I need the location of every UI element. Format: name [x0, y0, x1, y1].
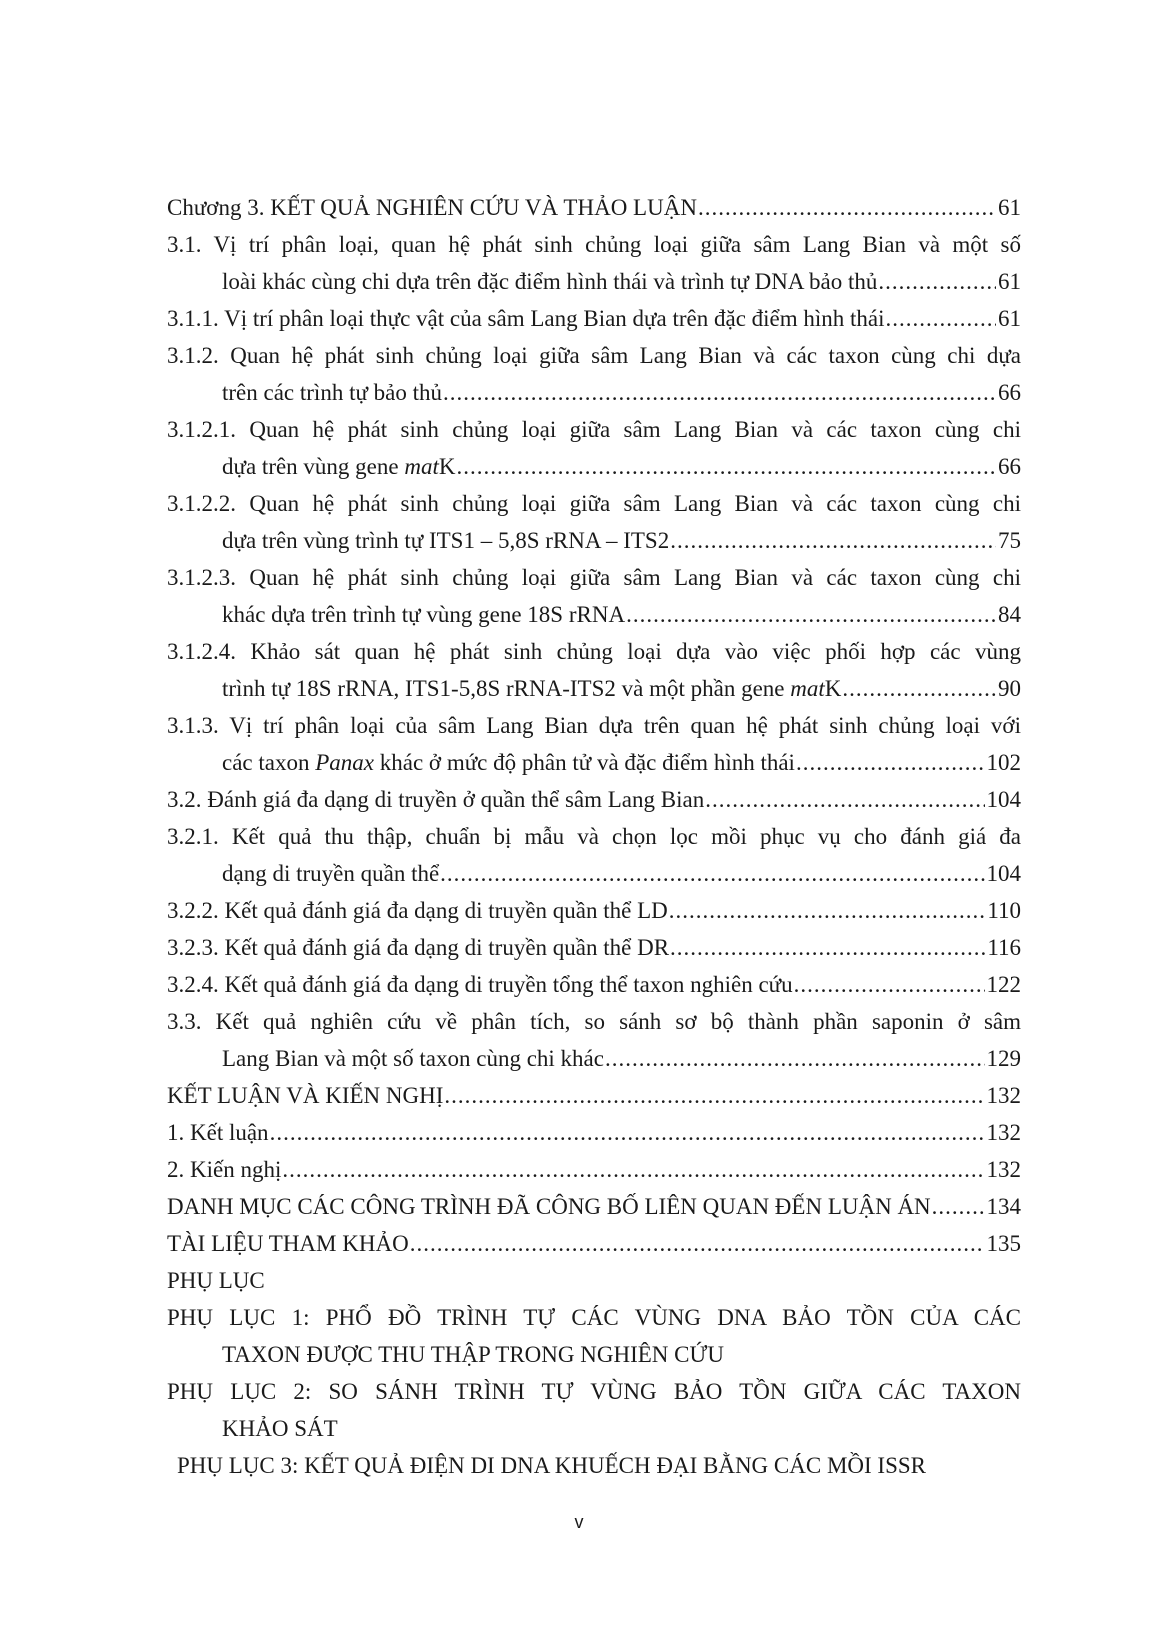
table-of-contents	[167, 189, 1021, 1484]
dot-leader	[282, 1151, 984, 1188]
appendix-item[interactable]	[167, 1373, 1021, 1447]
toc-page-number: 132	[986, 1120, 1021, 1145]
toc-page-number: 66	[998, 380, 1021, 405]
toc-entry-title	[222, 670, 841, 707]
toc-page-number: 104	[986, 787, 1021, 812]
toc-entry-title: dựa trên vùng trình tự ITS1 – 5,8S rRNA – ITS2	[222, 528, 670, 553]
toc-entry-title: 1. Kết luận	[167, 1120, 269, 1145]
dot-leader	[605, 1040, 985, 1077]
toc-entry-title: 3.2.4. Kết quả đánh giá đa dạng di truyền tổng thể taxon nghiên cứu	[167, 972, 793, 997]
dot-leader	[842, 670, 996, 707]
toc-entry-title: KẾT LUẬN VÀ KIẾN NGHỊ	[167, 1083, 444, 1108]
toc-entry[interactable]	[167, 411, 1021, 485]
toc-entry-heading-line: 3.1.2.2. Quan hệ phát sinh chủng loại giữa sâm Lang Bian và các taxon cùng chi	[167, 491, 1021, 516]
toc-entry[interactable]	[167, 1077, 1021, 1114]
dot-leader	[626, 596, 996, 633]
dot-leader	[270, 1114, 985, 1151]
appendix-item-line: PHỤ LỤC 1: PHỔ ĐỒ TRÌNH TỰ CÁC VÙNG DNA BẢO TỒN CỦA CÁC	[167, 1305, 1021, 1330]
toc-page-number: 116	[987, 935, 1021, 960]
toc-page-number: 75	[998, 528, 1021, 553]
toc-entry-title: dạng di truyền quần thể	[222, 861, 440, 886]
toc-entry[interactable]	[167, 1151, 1021, 1188]
toc-title-italic: Panax	[315, 750, 374, 775]
dot-leader	[440, 855, 984, 892]
page-number: v	[574, 1512, 584, 1532]
toc-entry-title: 3.2.3. Kết quả đánh giá đa dạng di truyền quần thể DR	[167, 935, 670, 960]
dot-leader	[444, 1077, 984, 1114]
toc-entry[interactable]	[167, 337, 1021, 411]
dot-leader	[698, 189, 996, 226]
toc-entry-title	[222, 744, 795, 781]
dot-leader	[878, 263, 996, 300]
dot-leader	[705, 781, 984, 818]
toc-entry-heading-line: 3.1.2.4. Khảo sát quan hệ phát sinh chủng loại dựa vào việc phối hợp các vùng	[167, 639, 1021, 664]
toc-entry[interactable]	[167, 818, 1021, 892]
appendix-item-line: PHỤ LỤC 2: SO SÁNH TRÌNH TỰ VÙNG BẢO TỒN GIỮA CÁC TAXON	[167, 1379, 1021, 1404]
toc-entry-title: 3.2.2. Kết quả đánh giá đa dạng di truyền quần thể LD	[167, 898, 668, 923]
toc-entry-title: trên các trình tự bảo thủ	[222, 380, 443, 405]
toc-page-number: 102	[986, 750, 1021, 775]
toc-page-number: 104	[986, 861, 1021, 886]
toc-title-italic: mat	[404, 454, 439, 479]
dot-leader	[670, 522, 996, 559]
toc-entry-title: TÀI LIỆU THAM KHẢO	[167, 1231, 409, 1256]
toc-page-number: 132	[986, 1083, 1021, 1108]
toc-title-part: trình tự 18S rRNA, ITS1-5,8S rRNA-ITS2 và một phần gene	[222, 676, 791, 701]
appendix-item[interactable]	[167, 1447, 1021, 1484]
toc-entry-heading-line: 3.1.2. Quan hệ phát sinh chủng loại giữa sâm Lang Bian và các taxon cùng chi dựa	[167, 343, 1021, 368]
toc-page-number: 90	[998, 676, 1021, 701]
toc-title-part: K	[824, 676, 842, 701]
toc-page-number: 129	[986, 1046, 1021, 1071]
dot-leader	[410, 1225, 985, 1262]
toc-title-part: các taxon	[222, 750, 316, 775]
appendix-title: PHỤ LỤC	[167, 1268, 265, 1293]
toc-entry-heading-line: 3.1.2.1. Quan hệ phát sinh chủng loại giữa sâm Lang Bian và các taxon cùng chi	[167, 417, 1021, 442]
toc-page-number: 61	[998, 269, 1021, 294]
toc-entry[interactable]	[167, 707, 1021, 781]
toc-entry[interactable]	[167, 633, 1021, 707]
dot-leader	[932, 1188, 985, 1225]
dot-leader	[796, 744, 985, 781]
toc-entry-title: khác dựa trên trình tự vùng gene 18S rRNA	[222, 602, 626, 627]
dot-leader	[794, 966, 985, 1003]
toc-title-part: K	[438, 454, 456, 479]
toc-entry-heading-line: 3.1. Vị trí phân loại, quan hệ phát sinh chủng loại giữa sâm Lang Bian và một số	[167, 232, 1021, 257]
toc-entry-title: 3.1.1. Vị trí phân loại thực vật của sâm Lang Bian dựa trên đặc điểm hình thái	[167, 306, 885, 331]
toc-page-number: 132	[986, 1157, 1021, 1182]
toc-entry[interactable]	[167, 226, 1021, 300]
toc-entry-heading-line: 3.3. Kết quả nghiên cứu về phân tích, so sánh sơ bộ thành phần saponin ở sâm	[167, 1009, 1021, 1034]
toc-title-part: dựa trên vùng gene	[222, 454, 405, 479]
toc-page-number: 110	[987, 898, 1021, 923]
dot-leader	[670, 929, 985, 966]
dot-leader	[886, 300, 996, 337]
toc-entry-title: loài khác cùng chi dựa trên đặc điểm hình thái và trình tự DNA bảo thủ	[222, 269, 878, 294]
dot-leader	[669, 892, 986, 929]
toc-entry[interactable]	[167, 485, 1021, 559]
toc-title-part: khác ở mức độ phân tử và đặc điểm hình thái	[374, 750, 795, 775]
toc-entry[interactable]	[167, 559, 1021, 633]
toc-entry[interactable]	[167, 929, 1021, 966]
toc-page-number: 84	[998, 602, 1021, 627]
toc-entry-heading-line: 3.1.2.3. Quan hệ phát sinh chủng loại giữa sâm Lang Bian và các taxon cùng chi	[167, 565, 1021, 590]
dot-leader	[456, 448, 996, 485]
toc-entry-title: 2. Kiến nghị	[167, 1157, 282, 1182]
toc-entry[interactable]	[167, 1225, 1021, 1262]
toc-page-number: 122	[986, 972, 1021, 997]
appendix-item-line: PHỤ LỤC 3: KẾT QUẢ ĐIỆN DI DNA KHUẾCH ĐẠI BẰNG CÁC MỒI ISSR	[177, 1453, 927, 1478]
toc-entry-title: DANH MỤC CÁC CÔNG TRÌNH ĐÃ CÔNG BỐ LIÊN QUAN ĐẾN LUẬN ÁN	[167, 1194, 931, 1219]
toc-title-italic: mat	[790, 676, 825, 701]
toc-entry[interactable]	[167, 966, 1021, 1003]
toc-entry[interactable]	[167, 1114, 1021, 1151]
toc-entry-heading-line: 3.1.3. Vị trí phân loại của sâm Lang Bian dựa trên quan hệ phát sinh chủng loại với	[167, 713, 1021, 738]
toc-entry[interactable]	[167, 189, 1021, 226]
appendix-item-line: KHẢO SÁT	[222, 1416, 338, 1441]
toc-entry[interactable]	[167, 1003, 1021, 1077]
appendix-item[interactable]	[167, 1299, 1021, 1373]
toc-entry[interactable]	[167, 1188, 1021, 1225]
appendix-item-line: TAXON ĐƯỢC THU THẬP TRONG NGHIÊN CỨU	[222, 1342, 724, 1367]
toc-entry-title	[222, 448, 455, 485]
toc-entry[interactable]	[167, 300, 1021, 337]
toc-entry-heading-line: 3.2.1. Kết quả thu thập, chuẩn bị mẫu và chọn lọc mồi phục vụ cho đánh giá đa	[167, 824, 1021, 849]
toc-page-number: 134	[986, 1194, 1021, 1219]
dot-leader	[443, 374, 996, 411]
toc-page-number: 61	[998, 306, 1021, 331]
toc-entry[interactable]	[167, 892, 1021, 929]
toc-entry-title: Chương 3. KẾT QUẢ NGHIÊN CỨU VÀ THẢO LUẬN	[167, 195, 697, 220]
toc-entry-title: 3.2. Đánh giá đa dạng di truyền ở quần thể sâm Lang Bian	[167, 787, 705, 812]
toc-entry-title: Lang Bian và một số taxon cùng chi khác	[222, 1046, 604, 1071]
toc-page-number: 66	[998, 454, 1021, 479]
toc-entry[interactable]	[167, 781, 1021, 818]
toc-page-number: 135	[986, 1231, 1021, 1256]
toc-page-number: 61	[998, 195, 1021, 220]
